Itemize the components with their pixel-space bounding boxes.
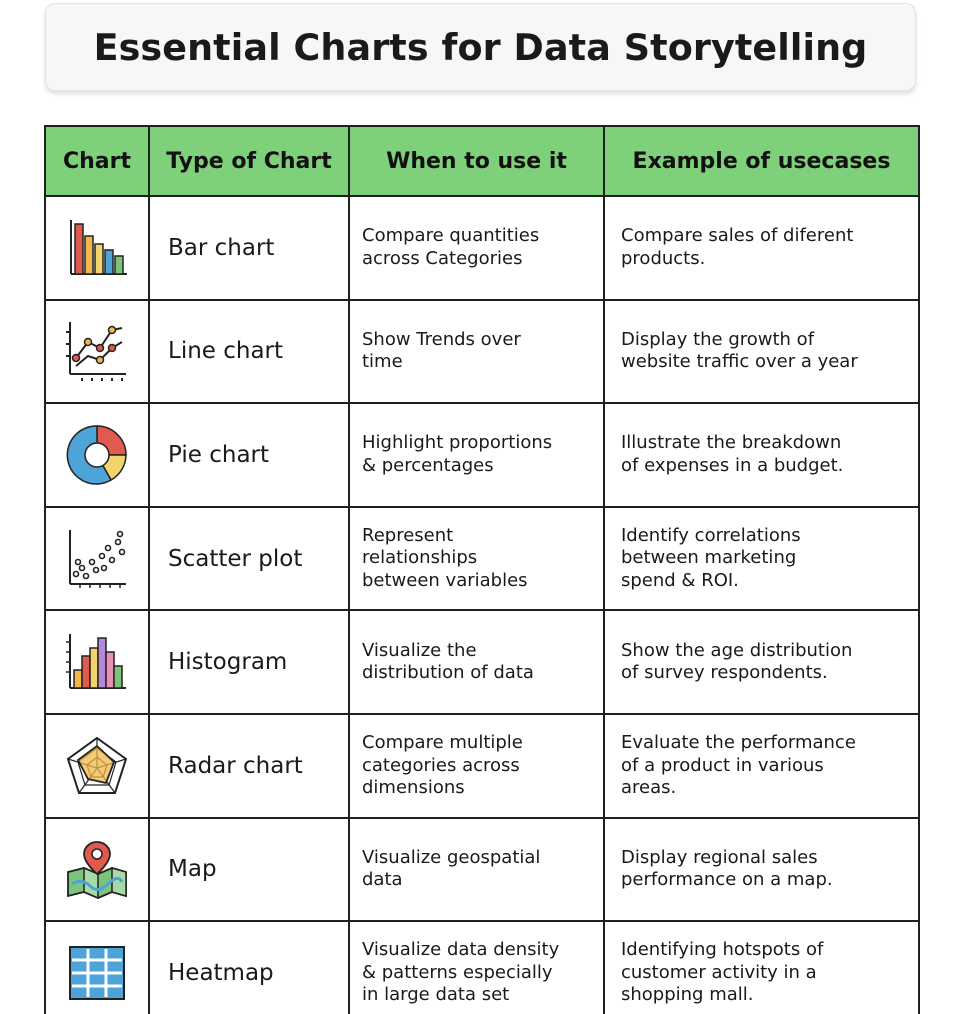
when-to-use: Compare quantities across Categories [349,196,604,300]
scatter-plot-icon [64,526,130,592]
table-row [45,714,919,818]
line-chart-icon [64,318,130,384]
table-row [45,818,919,922]
chart-type: Pie chart [149,403,349,507]
example-usecase: Display the growth of website traffic over a year [604,300,919,404]
chart-type: Scatter plot [149,507,349,611]
charts-table [44,125,920,1014]
radar-chart-icon [64,735,130,797]
when-to-use: Visualize geospatial data [349,818,604,922]
header-row [45,126,919,196]
example-usecase: Show the age distribution of survey respondents. [604,610,919,714]
example-usecase: Compare sales of diferent products. [604,196,919,300]
table-row [45,196,919,300]
example-usecase: Identifying hotspots of customer activity in a shopping mall. [604,921,919,1014]
table-row [45,507,919,611]
chart-type: Histogram [149,610,349,714]
heatmap-icon [68,945,126,1001]
example-usecase: Evaluate the performance of a product in various areas. [604,714,919,818]
page-title: Essential Charts for Data Storytelling [93,25,868,69]
table-row [45,300,919,404]
table-row [45,403,919,507]
chart-type: Bar chart [149,196,349,300]
map-icon [64,838,130,900]
when-to-use: Compare multiple categories across dimensions [349,714,604,818]
example-usecase: Identify correlations between marketing spend & ROI. [604,507,919,611]
example-usecase: Illustrate the breakdown of expenses in a budget. [604,403,919,507]
header-example: Example of usecases [604,126,919,196]
table-row [45,921,919,1014]
when-to-use: Represent relationships between variables [349,507,604,611]
when-to-use: Visualize the distribution of data [349,610,604,714]
title-banner [45,3,916,91]
when-to-use: Visualize data density & patterns especially in large data set [349,921,604,1014]
bar-chart-icon [65,216,129,280]
chart-type: Line chart [149,300,349,404]
header-type: Type of Chart [149,126,349,196]
pie-chart-icon [64,422,130,488]
chart-type: Radar chart [149,714,349,818]
header-when: When to use it [349,126,604,196]
header-chart: Chart [45,126,149,196]
histogram-icon [64,630,130,694]
chart-type: Heatmap [149,921,349,1014]
chart-type: Map [149,818,349,922]
table-row [45,610,919,714]
when-to-use: Highlight proportions & percentages [349,403,604,507]
example-usecase: Display regional sales performance on a map. [604,818,919,922]
when-to-use: Show Trends over time [349,300,604,404]
